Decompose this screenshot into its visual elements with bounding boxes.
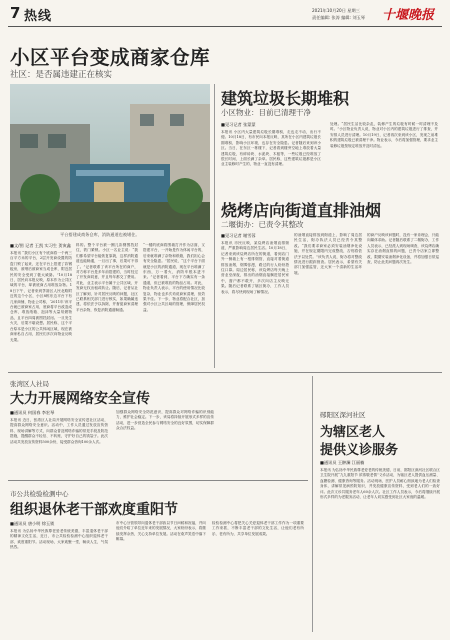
story2-byline: ■见习记者 张蒙蒙 [221,122,256,127]
story1-byline-names: 记者 王凯 实习生 贺寅鑫 [25,243,71,248]
photo-placeholder [10,84,210,230]
brand-logo: 十堰晚报 [382,8,435,23]
section-rule [8,480,308,481]
story2-headline: 建筑垃圾长期堆积 [221,89,350,108]
story4-byline: ■通讯员 何国春 李宏琴 [10,410,55,415]
story4-headline: 大力开展网络安全宣传 [10,391,150,407]
story5-col3: 检验检测中心将把关心关爱退休老干部工作作为一项重要工作来抓，不断丰富老干部的文化生活，让他们老有所乐、老有所为，共享单位发展成果。 [212,521,304,536]
page-header [0,0,450,27]
story1-photo [10,84,210,230]
story5-kicker: 市公共检验检测中心 [10,490,69,498]
story6-headline-line2: 提供义诊服务 [320,443,399,458]
story5-col1: 本报讯 为弘扬中华民族尊老爱老传统美德，丰富退休老干部的精神文化生活，近日，市公共检验检测中心组织退休老干部，欢度重阳节。活动现场，大家欢聚一堂，畅谈人生，气氛热烈。 [10,529,108,550]
story6-byline: ■通讯员 王翀澜 江丽楠 [320,460,365,465]
story3-col2: 的油烟直接排放到街道上，影响了周边居民生活，街办执法人员已经责令其整改。“我们要求商家必须安装油烟净化设施，并在规定期限内完成整改，否则将依法予以处罚。”该负责人说，街办将对整改情况进行跟踪督查。居民表示，希望有关部门加强监管，还大家一个清新的生活环境。 [294,233,362,275]
column-divider [312,376,313,632]
column-divider [214,84,215,368]
section-title: 热线 [24,9,53,24]
story1-col2: 料的。整个平台被一圈儿彩钢围挡封住，铁门紧锁。小区一名业主说：“我们都希望平台能恢复原貌，这样消防通道也能畅通，一旦出了事，后果可不得了。”记者联系了该平台所在的商户，对方称平台是多年前搭建的，当时经过了开发商同意，并且每年都交了费用。对此，业主表示平台属于公共区域，开发商无权出租或转让。随后，记者从社区了解到，针对居民反映的问题，社区已联系相关部门进行核实，如果确属违建，将依法予以拆除，并督促商家清理平台杂物，恢复消防通道畅通。 [76,243,138,312]
story4-col1: 本报讯 近日，张湾区人社局开展网络安全宣传进社区活动，提高群众网络安全意识。活动中，工作人员通过发放宣传资料、现场讲解等方式，向群众普及网络诈骗的常见手段及防范措施，提醒群众不轻信、不转账，守护好自己的钱袋子。此次活动共发放宣传资料500余份，接受群众咨询100余人次。 [10,418,108,444]
story6-col1: 本报讯 为弘扬中华民族尊老爱老的传统美德，日前，郧阳区深河社区联合区卫生院开展“九九重阳节 浓浓敬老情”义诊活动，为辖区老人提供血压测量、血糖检测、健康咨询等服务。活动现场，医护人员耐心细致地为老人们检查身体，讲解常见病预防知识，并发放健康宣传资料，受到老人们的一致好评。此次义诊共服务老年人60余人次。社区工作人员表示，今后将继续开展形式多样的为老服务活动，让老年人切实感受到社区大家庭的温暖。 [320,468,440,500]
section-number: 7 [10,4,21,22]
header-rule [8,26,442,27]
story5-headline: 组织退休老干部欢度重阳节 [10,502,178,518]
date-line: 2021年10月20日 星期三 [312,8,360,13]
story2-subhead: 小区物业：目前已清理干净 [221,108,311,117]
story5-col2: 市中心分管领导向退休老干部致以节日问候和祝福，并向他们介绍了单位近年来的发展情况，大家纷纷表示，将继续发挥余热，关心支持单位发展。活动在欢声笑语中落下帷幕。 [116,521,206,542]
photo-caption: 平台搭建成商务仓库，消防通道也被堵住。 [60,232,140,237]
section-rule [8,372,442,373]
story1-subhead: 社区：是否属违建正在核实 [10,70,113,80]
story6-kicker: 郧阳区深河社区 [320,411,366,419]
story1-byline [10,243,71,249]
story1-col3: “一楼的底商将围墙打开作为店面，又搭建平台，一开始是作为休闲平台的，后来就堆满了杂物和纸箱，我们担心会有安全隐患。”居民说，“这个平台下面就是小区的消防通道，现在平台堆满了东西，万一着火，消防车根本进不来。”记者看到，平台下方确实有一条通道，但已被堆放的物品占用。对此，物业负责人表示，平台的使用情况比较复杂，物业也多次劝说商家清理，但效果不佳。下一步，物业将配合社区，加强对小区公共区域的管理，保障居民权益。 [143,243,205,312]
story3-col3: 的商户反映该问题时，没有一家肯理会，只能向媒体求助。记者随后联系了二堰街办，工作人员表示，已经派人到现场调查，该烧烤店确实存在油烟直排的问题，已责令店家立即整改，限期安装油烟净化设备，并将加强日常巡查，防止此类问题再次发生。 [367,233,439,265]
story3-byline: ■见习记者 谢雪蓉 [221,233,256,238]
story4-col2: 加强群众网络安全防范意识，提高群众对网络诈骗的识别能力，维护社会稳定。下一步，该局将持续开展形式多样的宣传活动，进一步营造全民参与网络安全的良好氛围，切实保障群众合法权益。 [116,410,214,431]
story2-col1: 本报讯 小区内大量建筑垃圾长期堆积，走也走不动，出行不便。10月18日，有市民向本报反映，其所在小区内建筑垃圾长期堆积，影响小区环境，也存在安全隐患。记者随后来到该小区。当日，在东区一栋楼下，记者看到楼旁空地上堆放着大量建筑垃圾，有碎砖块、水泥块、木板等，一些垃圾已经堆放了很长时间，上面长满了杂草。居民称，这些建筑垃圾都是小区业主装修时产生的，物业一直没有清理。 [221,130,321,167]
story1-byline-prefix: ■文/图 [10,243,24,248]
story1-headline: 小区平台变成商家仓库 [10,46,211,69]
story2-col2: 处理。“居民生活比较杂乱，装修产生的垃圾有时候一时清理不及时。”小区物业负责人说，物业对小区内的建筑垃圾进行了排查，并安排人员进行清理。10月19日，记者再次来到该小区，发现之前堆积的建筑垃圾已被清理干净。物业表示，今后将加强管理，要求业主装修垃圾按规定堆放并及时清运。 [330,122,438,148]
story4-kicker: 张湾区人社局 [10,380,49,388]
story3-subhead: 二堰街办：已责令其整改 [221,220,304,229]
story6-headline-line1: 为辖区老人 [320,425,386,440]
story5-byline: ■通讯员 唐小明 徐玉锁 [10,521,55,526]
story1-col1: 本报讯 “我们小区有个底商将一个两三百平方米的平台，2层开发商设置的防盗门锁了起来，还在平台上搭建了彩钢板房，被堵后被商家当成仓库，附近居民的安全受到了极大威胁。”10月18日，居民向本报反映，原本作为公共区域的平台，却被底商占用堆放杂物。18日下午，记者来到茅箭区人民北路附近的这个小区，小区8栋东边平台下有几家商铺，物业公司称，‘2011年’该平台就已被商家占用，底商将平台改造成仓库，堆放纸箱、泡沫等大量易燃物品，且平台四周被围挡封闭。一旦发生火灾，后果不堪设想。居民称，这个平台原本是小区的公共休闲区域，现在被商家私自占用，居民们多次向物业反映无果。 [10,251,72,342]
story3-headline: 烧烤店向街道直排油烟 [221,201,382,220]
story3-col1: 本报讯 市民反映，某烧烤店油烟直排街道，严重影响周边居民生活。10月18日，记者来到该烧烤店所在的街道，看到店门外一侧墙上有一根排烟管，直接对着街道排放油烟，烟雾弥漫，路过的行人纷纷捂住口鼻。周边居民称，该烧烤店每天晚上营业至深夜，排出的油烟直接飘进居民家中，窗户都不敢开，多次向店主反映无果。随后记者联系了辖区街办，工作人员表示，将尽快到现场了解情况。 [221,241,289,294]
editor-line: 责任编辑: 张涛 编辑: 刘玉琴 [312,15,365,20]
